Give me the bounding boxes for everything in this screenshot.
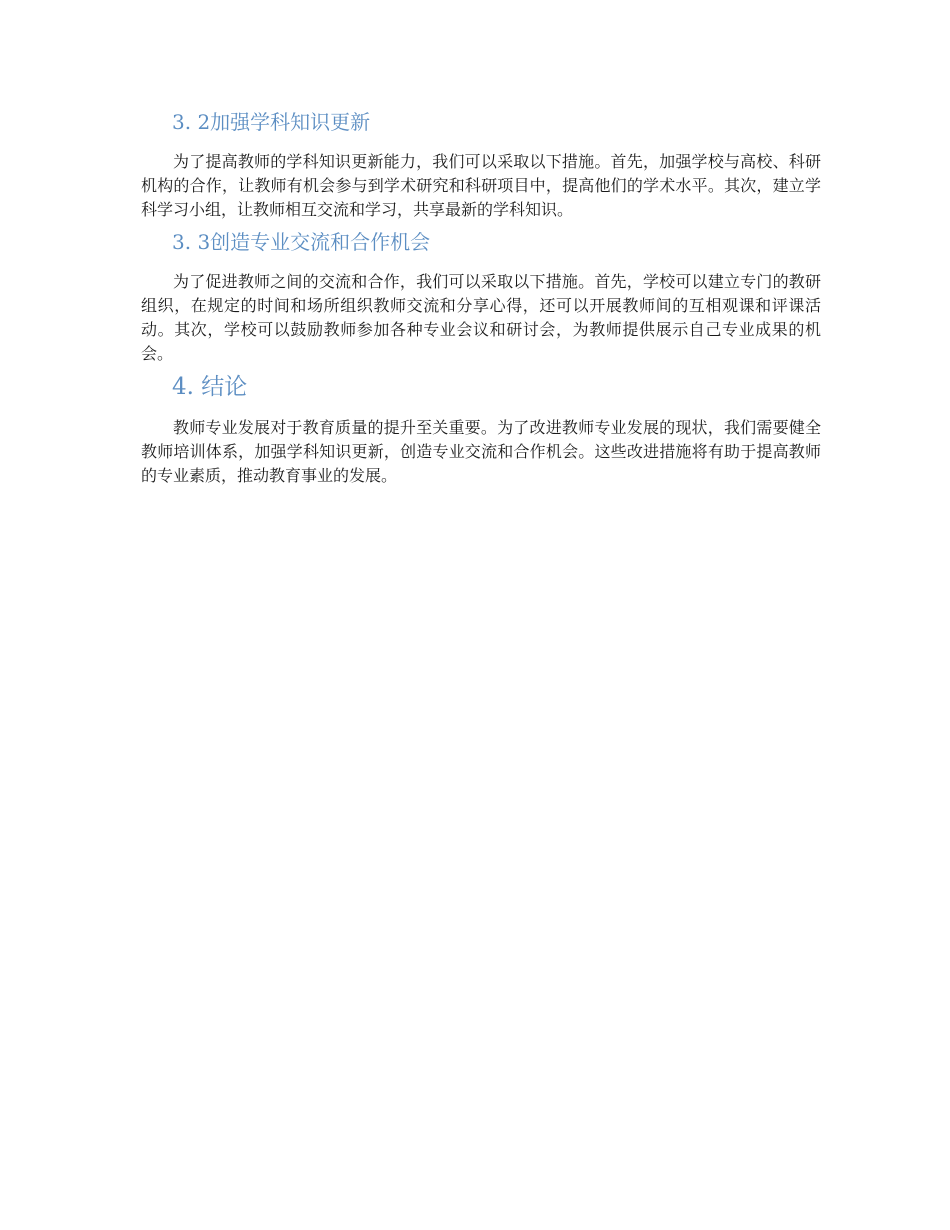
section-heading-3-3: 3. 3创造专业交流和合作机会 (172, 230, 431, 254)
section-body-3-2: 为了提高教师的学科知识更新能力，我们可以采取以下措施。首先，加强学校与高校、科研机构的合作，让教师有机会参与到学术研究和科研项目中，提高他们的学术水平。其次，建立学科学习小组，让教师相互交流和学习，共享最新的学科知识。 (141, 152, 821, 219)
section-heading-3-2: 3. 2加强学科知识更新 (172, 110, 371, 134)
section-heading-4: 4. 结论 (172, 374, 248, 400)
document-content (141, 108, 821, 490)
section-body-4: 教师专业发展对于教育质量的提升至关重要。为了改进教师专业发展的现状，我们需要健全教师培训体系，加强学科知识更新，创造专业交流和合作机会。这些改进措施将有助于提高教师的专业素质，推动教育事业的发展。 (141, 418, 821, 485)
section-body-3-3: 为了促进教师之间的交流和合作，我们可以采取以下措施。首先，学校可以建立专门的教研组织，在规定的时间和场所组织教师交流和分享心得，还可以开展教师间的互相观课和评课活动。其次，学校可以鼓励教师参加各种专业会议和研讨会，为教师提供展示自己专业成果的机会。 (141, 272, 821, 363)
